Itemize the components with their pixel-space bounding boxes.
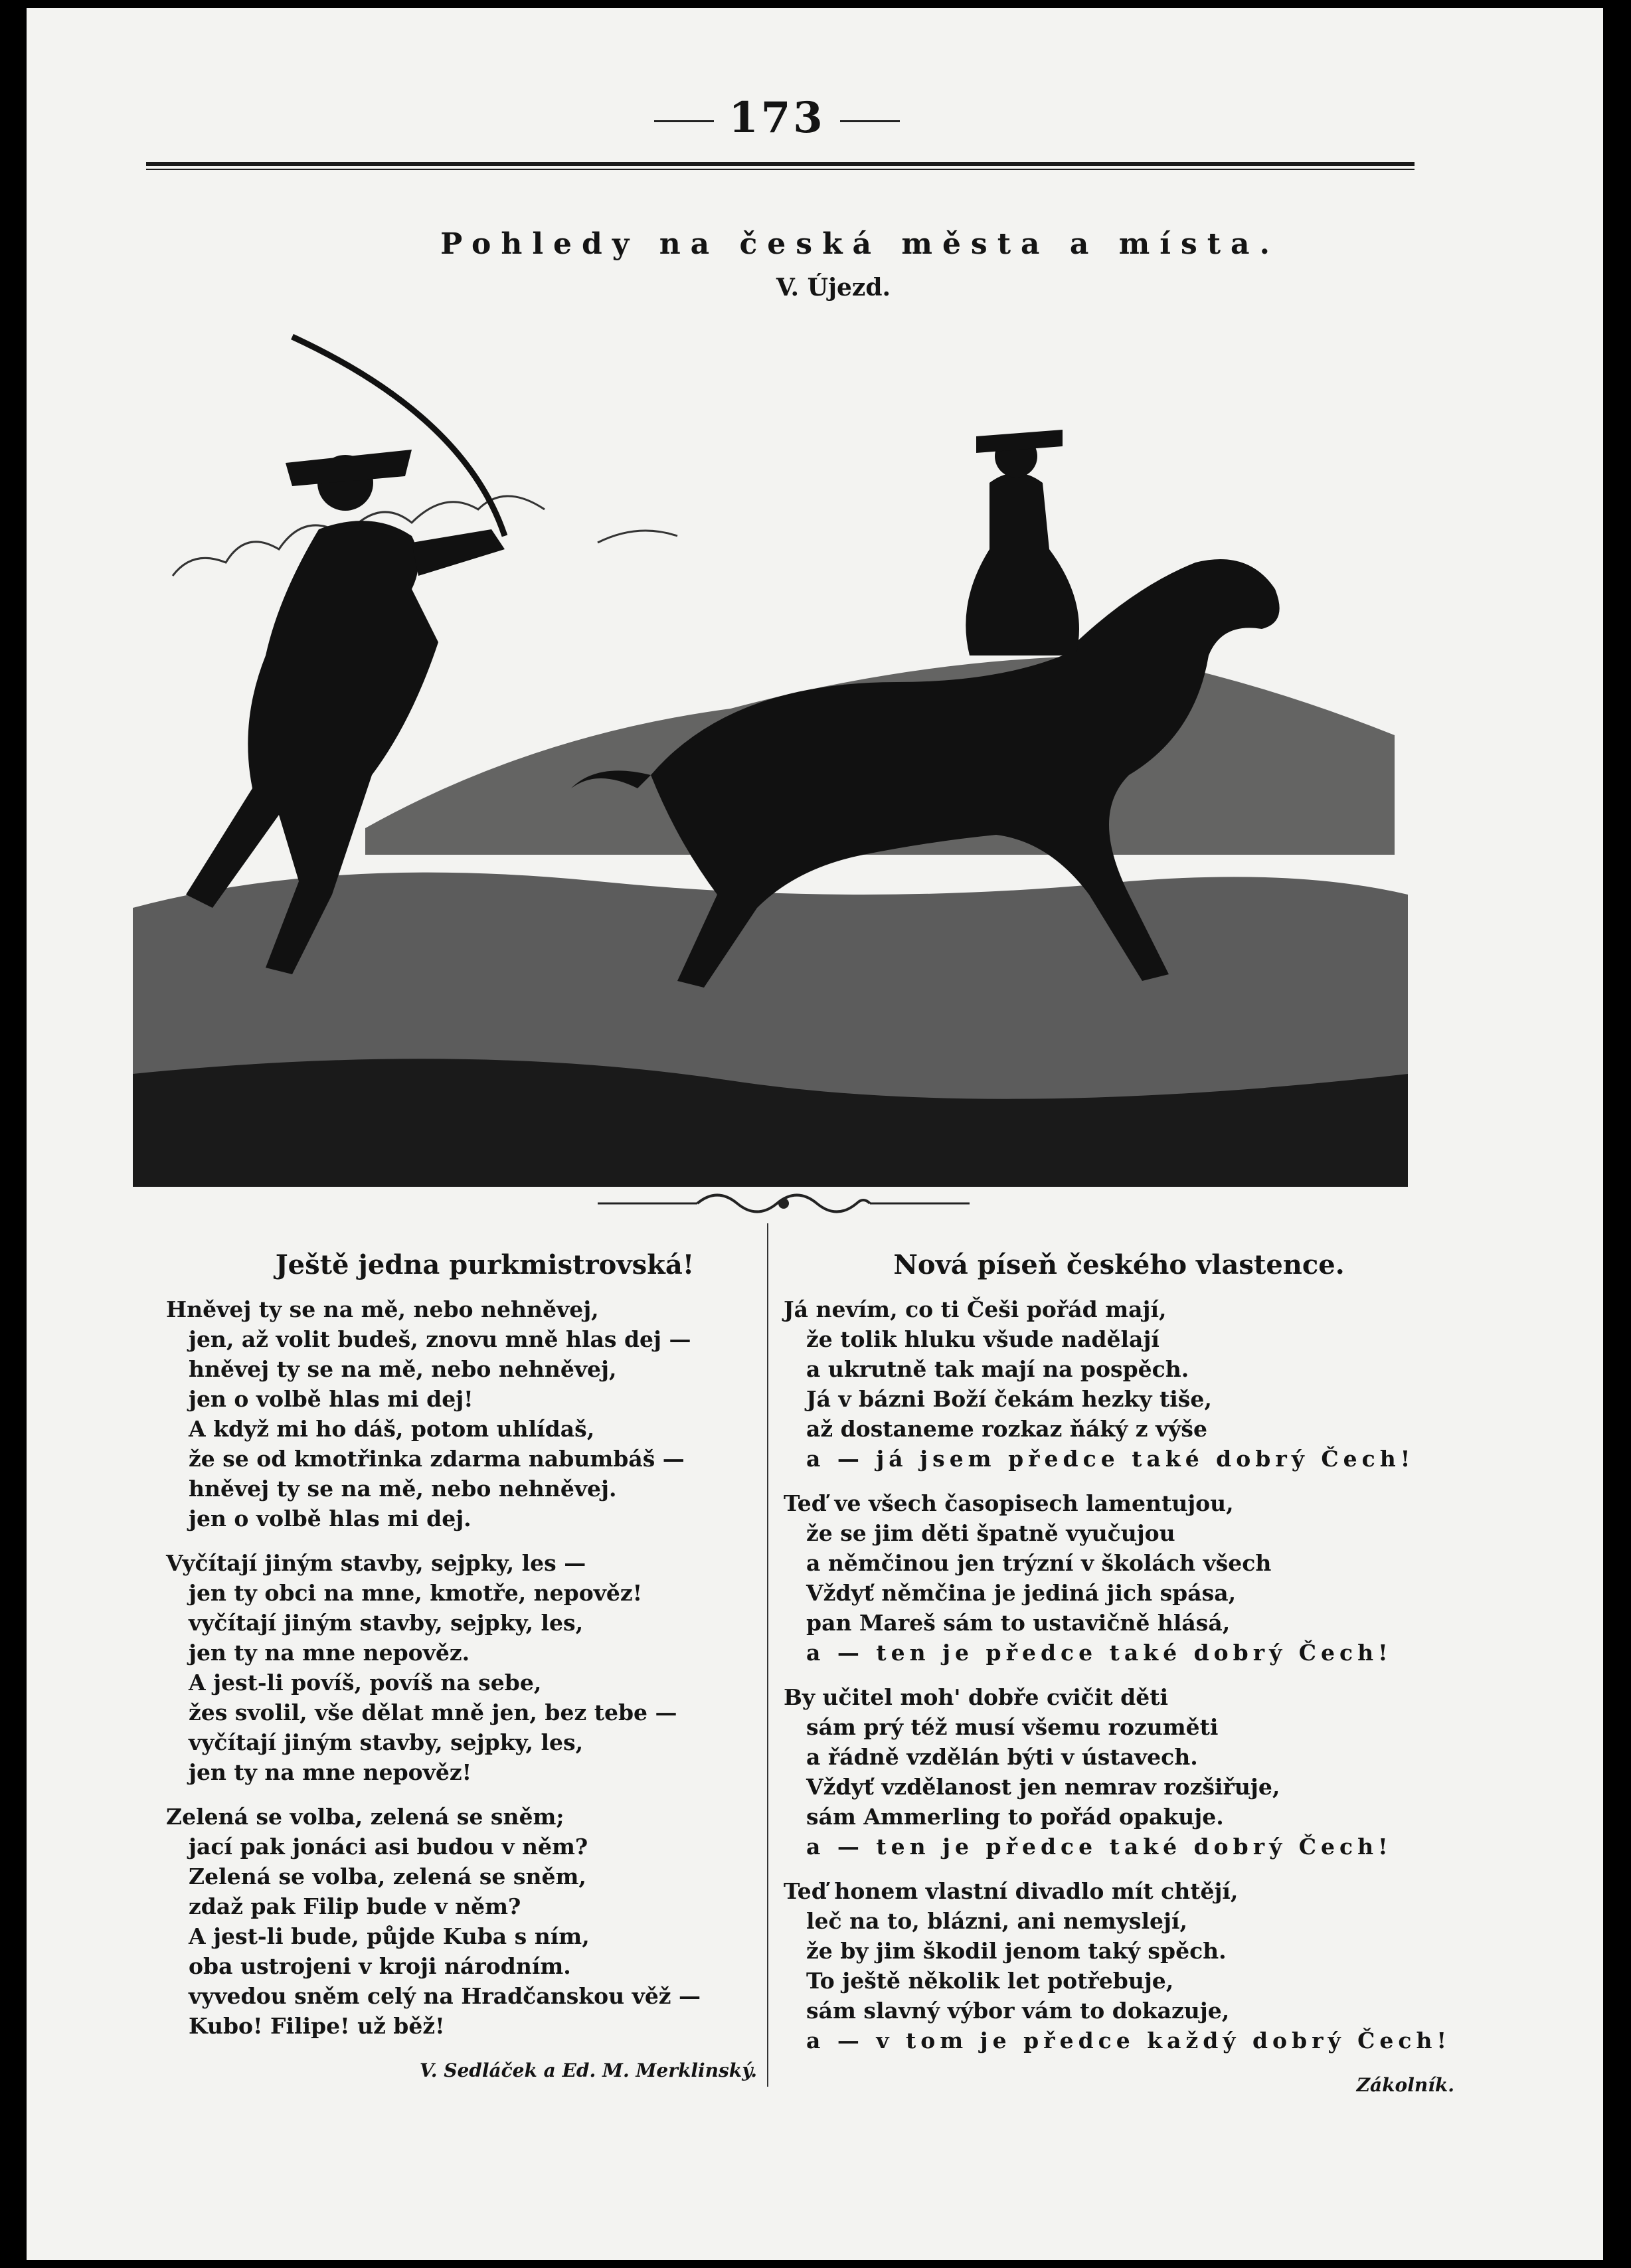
verse-line: Vždyť vzdělanost jen nemrav rozšiřuje, bbox=[806, 1774, 1280, 1800]
stanza bbox=[166, 1802, 764, 2041]
article-subtitle: V. Újezd. bbox=[776, 274, 891, 302]
verse-line: sám prý též musí všemu rozuměti bbox=[806, 1714, 1219, 1740]
verse-line: By učitel moh' dobře cvičit děti bbox=[784, 1684, 1168, 1710]
verse-line: Hněvej ty se na mě, nebo nehněvej, bbox=[166, 1296, 599, 1322]
column-divider bbox=[767, 1223, 768, 2087]
verse-line: vyvedou sněm celý na Hradčanskou věž — bbox=[189, 1983, 701, 2009]
verse-line: a řádně vzdělán býti v ústavech. bbox=[806, 1744, 1198, 1770]
verse-line: To ještě několik let potřebuje, bbox=[806, 1968, 1174, 1994]
article-title: Pohledy na česká města a místa. bbox=[440, 227, 1280, 261]
verse-line: leč na to, blázni, ani nemyslejí, bbox=[806, 1908, 1188, 1934]
verse-line: Teď honem vlastní divadlo mít chtějí, bbox=[784, 1878, 1239, 1904]
stanza bbox=[784, 1294, 1454, 1474]
engraving-illustration bbox=[133, 310, 1408, 1187]
verse-line: oba ustrojeni v kroji národním. bbox=[189, 1953, 571, 1979]
verse-line: že by jim škodil jenom taký spěch. bbox=[806, 1938, 1227, 1964]
verse-line: hněvej ty se na mě, nebo nehněvej, bbox=[189, 1356, 617, 1382]
verse-line: Zelená se volba, zelená se sněm, bbox=[189, 1864, 586, 1889]
verse-line: vyčítají jiným stavby, sejpky, les, bbox=[189, 1610, 584, 1636]
verse-line: Já v bázni Boží čekám hezky tiše, bbox=[806, 1386, 1212, 1412]
verse-line: hněvej ty se na mě, nebo nehněvej. bbox=[189, 1476, 617, 1502]
poem-title: Nová píseň českého vlastence. bbox=[893, 1249, 1345, 1280]
ornament-divider bbox=[598, 1183, 970, 1223]
verse-line: jen ty na mne nepověz. bbox=[189, 1640, 470, 1666]
header-rule bbox=[146, 162, 1415, 170]
stanza bbox=[784, 1488, 1454, 1668]
verse-refrain: a — v tom je předce každý dobrý Čech! bbox=[806, 2028, 1451, 2053]
page-number: 173 bbox=[638, 93, 916, 143]
poem-title: Ještě jedna purkmistrovská! bbox=[275, 1249, 695, 1280]
verse-line: pan Mareš sám to ustavičně hlásá, bbox=[806, 1610, 1231, 1636]
verse-line: Já nevím, co ti Češi pořád mají, bbox=[784, 1296, 1167, 1322]
verse-line: jací pak jonáci asi budou v něm? bbox=[189, 1834, 588, 1860]
verse-line: že se od kmotřinka zdarma nabumbáš — bbox=[189, 1446, 685, 1472]
poem-right bbox=[784, 1250, 1454, 2100]
verse-line: jen ty na mne nepověz! bbox=[189, 1759, 472, 1785]
verse-line: že se jim děti špatně vyučujou bbox=[806, 1520, 1175, 1546]
verse-refrain: a — já jsem předce také dobrý Čech! bbox=[806, 1446, 1415, 1472]
verse-line: zdaž pak Filip bude v něm? bbox=[189, 1893, 521, 1919]
verse-line: a ukrutně tak mají na pospěch. bbox=[806, 1356, 1189, 1382]
stanza bbox=[166, 1548, 764, 1787]
verse-line: vyčítají jiným stavby, sejpky, les, bbox=[189, 1729, 584, 1755]
verse-line: A jest-li bude, půjde Kuba s ním, bbox=[189, 1923, 590, 1949]
poem-signature: V. Sedláček a Ed. M. Merklinský. bbox=[419, 2059, 757, 2081]
verse-line: A jest-li povíš, povíš na sebe, bbox=[189, 1670, 542, 1696]
stanza bbox=[784, 1682, 1454, 1862]
stanza bbox=[784, 1876, 1454, 2055]
verse-line: jen ty obci na mne, kmotře, nepověz! bbox=[189, 1580, 643, 1606]
ground bbox=[133, 873, 1408, 1187]
verse-line: sám slavný výbor vám to dokazuje, bbox=[806, 1998, 1230, 2024]
verse-line: A když mi ho dáš, potom uhlídaš, bbox=[189, 1416, 595, 1442]
verse-line: jen, až volit budeš, znovu mně hlas dej — bbox=[189, 1326, 691, 1352]
verse-line: Vyčítají jiným stavby, sejpky, les — bbox=[166, 1550, 586, 1576]
verse-line: sám Ammerling to pořád opakuje. bbox=[806, 1804, 1224, 1830]
verse-line: až dostaneme rozkaz ňáký z výše bbox=[806, 1416, 1207, 1442]
verse-line: že tolik hluku všude nadělají bbox=[806, 1326, 1159, 1352]
verse-line: Kubo! Filipe! už běž! bbox=[189, 2013, 445, 2039]
verse-line: a němčinou jen trýzní v školách všech bbox=[806, 1550, 1272, 1576]
poem-left bbox=[166, 1250, 764, 2085]
verse-line: žes svolil, vše dělat mně jen, bez tebe — bbox=[189, 1700, 677, 1725]
verse-line: Zelená se volba, zelená se sněm; bbox=[166, 1804, 564, 1830]
newspaper-page bbox=[27, 8, 1603, 2260]
stanza bbox=[166, 1294, 764, 1533]
verse-refrain: a — ten je předce také dobrý Čech! bbox=[806, 1834, 1393, 1860]
verse-refrain: a — ten je předce také dobrý Čech! bbox=[806, 1640, 1393, 1666]
verse-line: Vždyť němčina je jediná jich spása, bbox=[806, 1580, 1237, 1606]
poem-signature: Zákolník. bbox=[1356, 2074, 1454, 2096]
verse-line: jen o volbě hlas mi dej. bbox=[189, 1506, 472, 1531]
verse-line: Teď ve všech časopisech lamentujou, bbox=[784, 1490, 1234, 1516]
verse-line: jen o volbě hlas mi dej! bbox=[189, 1386, 473, 1412]
